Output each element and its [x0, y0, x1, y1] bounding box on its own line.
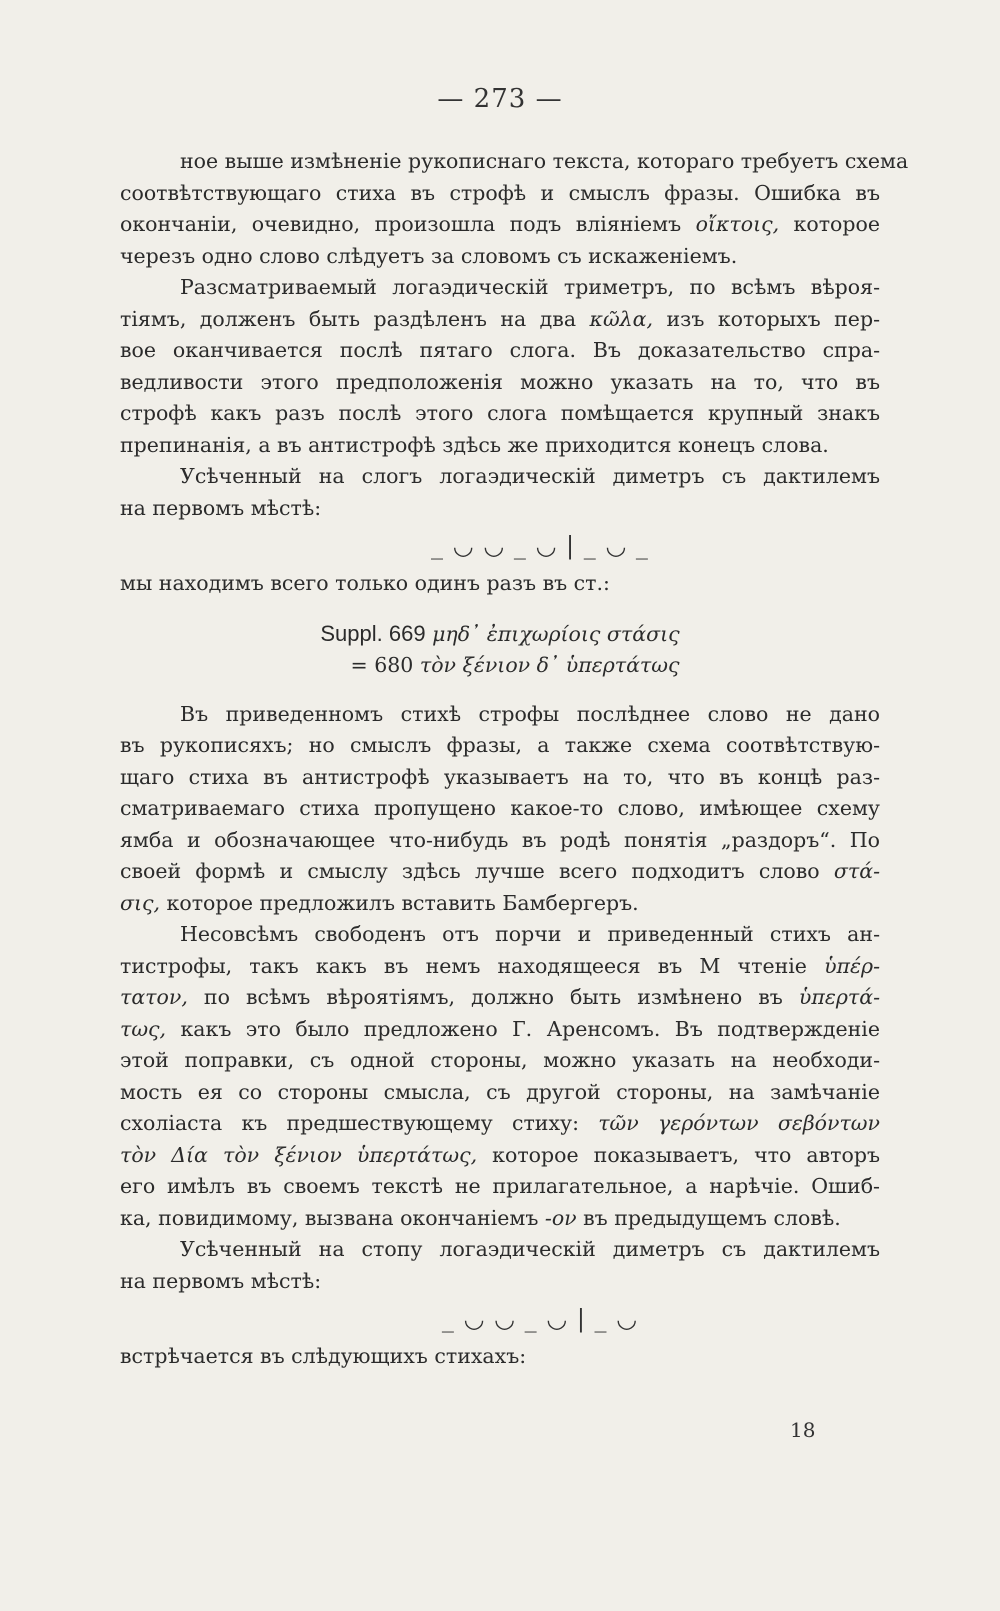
text-line [120, 825, 880, 857]
citation-ref-2: = 680 [350, 652, 414, 677]
text-line [120, 793, 880, 825]
text-line [120, 1203, 880, 1235]
line-text: Усѣченный на стопу логаэдическій диметръ съ дактилемъ [180, 1237, 880, 1261]
text-line [120, 1045, 880, 1077]
line-text: ка, повидимому, вызвана окончаніемъ [120, 1205, 545, 1230]
greek-word: στά- [833, 859, 880, 883]
line-text: сматриваемаго стиха пропущено какое-то слово, имѣющее схему [120, 796, 880, 820]
text-line [120, 241, 880, 273]
line-text: Разсматриваемый логаэдическій триметръ, по всѣмъ вѣроя- [180, 275, 880, 299]
text-line [120, 982, 880, 1014]
greek-word: -ον [544, 1205, 577, 1230]
text-line [120, 730, 880, 762]
line-text: ведливости этого предположенія можно указать на то, что въ [120, 369, 880, 394]
greek-word: ὑπερτά- [798, 985, 880, 1009]
line-text: ямба и обозначающее что-нибудь въ родѣ понятія „раздоръ“. По [120, 827, 880, 852]
line-text: которое предложилъ вставить Бамбергеръ. [160, 890, 639, 915]
paragraph-8: встрѣчается въ слѣдующихъ стихахъ: [120, 1344, 527, 1368]
line-text: какъ это было предложено Г. Аренсомъ. Въ подтвержденіе [166, 1016, 880, 1041]
text-line [120, 1108, 880, 1140]
signature-mark: 18 [790, 1418, 816, 1442]
text-line [120, 209, 880, 241]
citation-line-2 [120, 650, 880, 681]
line-text: которое [779, 212, 880, 236]
line-text: на первомъ мѣстѣ: [120, 1268, 322, 1293]
citation-greek-1: μηδ᾽ ἐπιχωρίοις στάσις [432, 621, 680, 646]
text-line [120, 272, 880, 304]
line-text: препинанія, а въ антистрофѣ здѣсь же приходится конецъ слова. [120, 432, 829, 457]
main-text [120, 146, 909, 1373]
line-text: Несовсѣмъ свободенъ отъ порчи и приведенный стихъ ан- [180, 922, 880, 946]
text-line [120, 888, 880, 920]
paragraph-4: мы находимъ всего только одинъ разъ въ ст.: [120, 571, 610, 595]
greek-word: σις, [120, 890, 161, 915]
citation-line-1 [120, 618, 880, 650]
line-text: въ рукописяхъ; но смыслъ фразы, а также схема соотвѣтствую- [120, 733, 880, 757]
greek-word: τατον, [120, 985, 188, 1009]
line-text: тіямъ, долженъ быть раздѣленъ на два [120, 306, 590, 331]
line-text: ное выше измѣненіе рукописнаго текста, котораго требуетъ схема [180, 149, 909, 173]
metrical-scheme-1: _ ◡ ◡ _ ◡ | _ ◡ _ [431, 532, 649, 560]
text-line [120, 1140, 880, 1172]
text-line [120, 1171, 880, 1203]
line-text: окончаніи, очевидно, произошла подъ вліяніемъ [120, 212, 696, 236]
line-text: мость ея со стороны смысла, съ другой стороны, на замѣчаніе [120, 1079, 880, 1104]
line-text: его имѣлъ въ своемъ текстѣ не прилагательное, а нарѣчіе. Ошиб- [120, 1174, 880, 1198]
text-line [120, 856, 880, 888]
line-text: въ предыдущемъ словѣ. [576, 1205, 841, 1230]
paragraph-2 [120, 272, 880, 461]
text-line [120, 1014, 880, 1046]
text-line [120, 146, 909, 178]
citation-greek-2: τὸν ξένιον δ᾽ ὑπερτάτως [419, 652, 680, 677]
line-text: тистрофы, такъ какъ въ немъ находящееся въ М чтеніе [120, 953, 825, 978]
line-text: по всѣмъ вѣроятіямъ, должно быть измѣнено въ [187, 985, 799, 1009]
line-text: своей формѣ и смыслу здѣсь лучше всего подходитъ слово [120, 859, 834, 883]
line-text: этой поправки, съ одной стороны, можно указать на необходи- [120, 1048, 880, 1072]
greek-word: οἴκτοις, [695, 212, 780, 236]
text-line [120, 461, 880, 493]
citation-ref-1: Suppl. 669 [320, 620, 426, 646]
greek-word: ὑπέρ- [824, 953, 880, 978]
greek-word: κῶλα, [589, 306, 654, 331]
page-number: — 273 — [437, 84, 563, 114]
line-text: на первомъ мѣстѣ: [120, 495, 322, 520]
line-text: соотвѣтствующаго стиха въ строфѣ и смыслъ фразы. Ошибка въ [120, 180, 880, 205]
line-text: которое показываетъ, что авторъ [477, 1142, 880, 1167]
line-text: вое оканчивается послѣ пятаго слога. Въ доказательство спра- [120, 338, 880, 362]
text-line [120, 178, 880, 210]
text-line [120, 304, 880, 336]
text-line [120, 1077, 880, 1109]
text-line [120, 762, 880, 794]
paragraph-1 [120, 146, 909, 272]
text-line [120, 367, 880, 399]
text-line [120, 951, 880, 983]
text-line [120, 335, 880, 367]
greek-word: τὸν Δία τὸν ξένιον ὑπερτάτως, [120, 1142, 478, 1167]
text-line [120, 1234, 880, 1266]
line-text: строфѣ какъ разъ послѣ этого слога помѣщается крупный знакъ [120, 401, 880, 425]
text-line [120, 1266, 880, 1298]
paragraph-3 [120, 461, 880, 524]
text-line [120, 398, 880, 430]
metrical-scheme-2: _ ◡ ◡ _ ◡ | _ ◡ [441, 1305, 639, 1333]
text-line [120, 430, 880, 462]
line-text: схоліаста къ предшествующему стиху: [120, 1111, 599, 1135]
paragraph-7 [120, 1234, 880, 1297]
paragraph-5 [120, 699, 880, 920]
greek-word: τῶν γερόντων σεβόντων [598, 1111, 880, 1135]
line-text: Въ приведенномъ стихѣ строфы послѣднее слово не дано [180, 701, 880, 726]
line-text: щаго стиха въ антистрофѣ указываетъ на то, что въ концѣ раз- [120, 764, 880, 789]
line-text: Усѣченный на слогъ логаэдическій диметръ съ дактилемъ [180, 464, 880, 488]
text-line [120, 919, 880, 951]
text-line [120, 493, 880, 525]
greek-word: τως, [120, 1016, 167, 1041]
text-line [120, 699, 880, 731]
line-text: черезъ одно слово слѣдуетъ за словомъ съ искаженіемъ. [120, 243, 738, 268]
paragraph-6 [120, 919, 880, 1234]
line-text: изъ которыхъ пер- [653, 306, 880, 331]
